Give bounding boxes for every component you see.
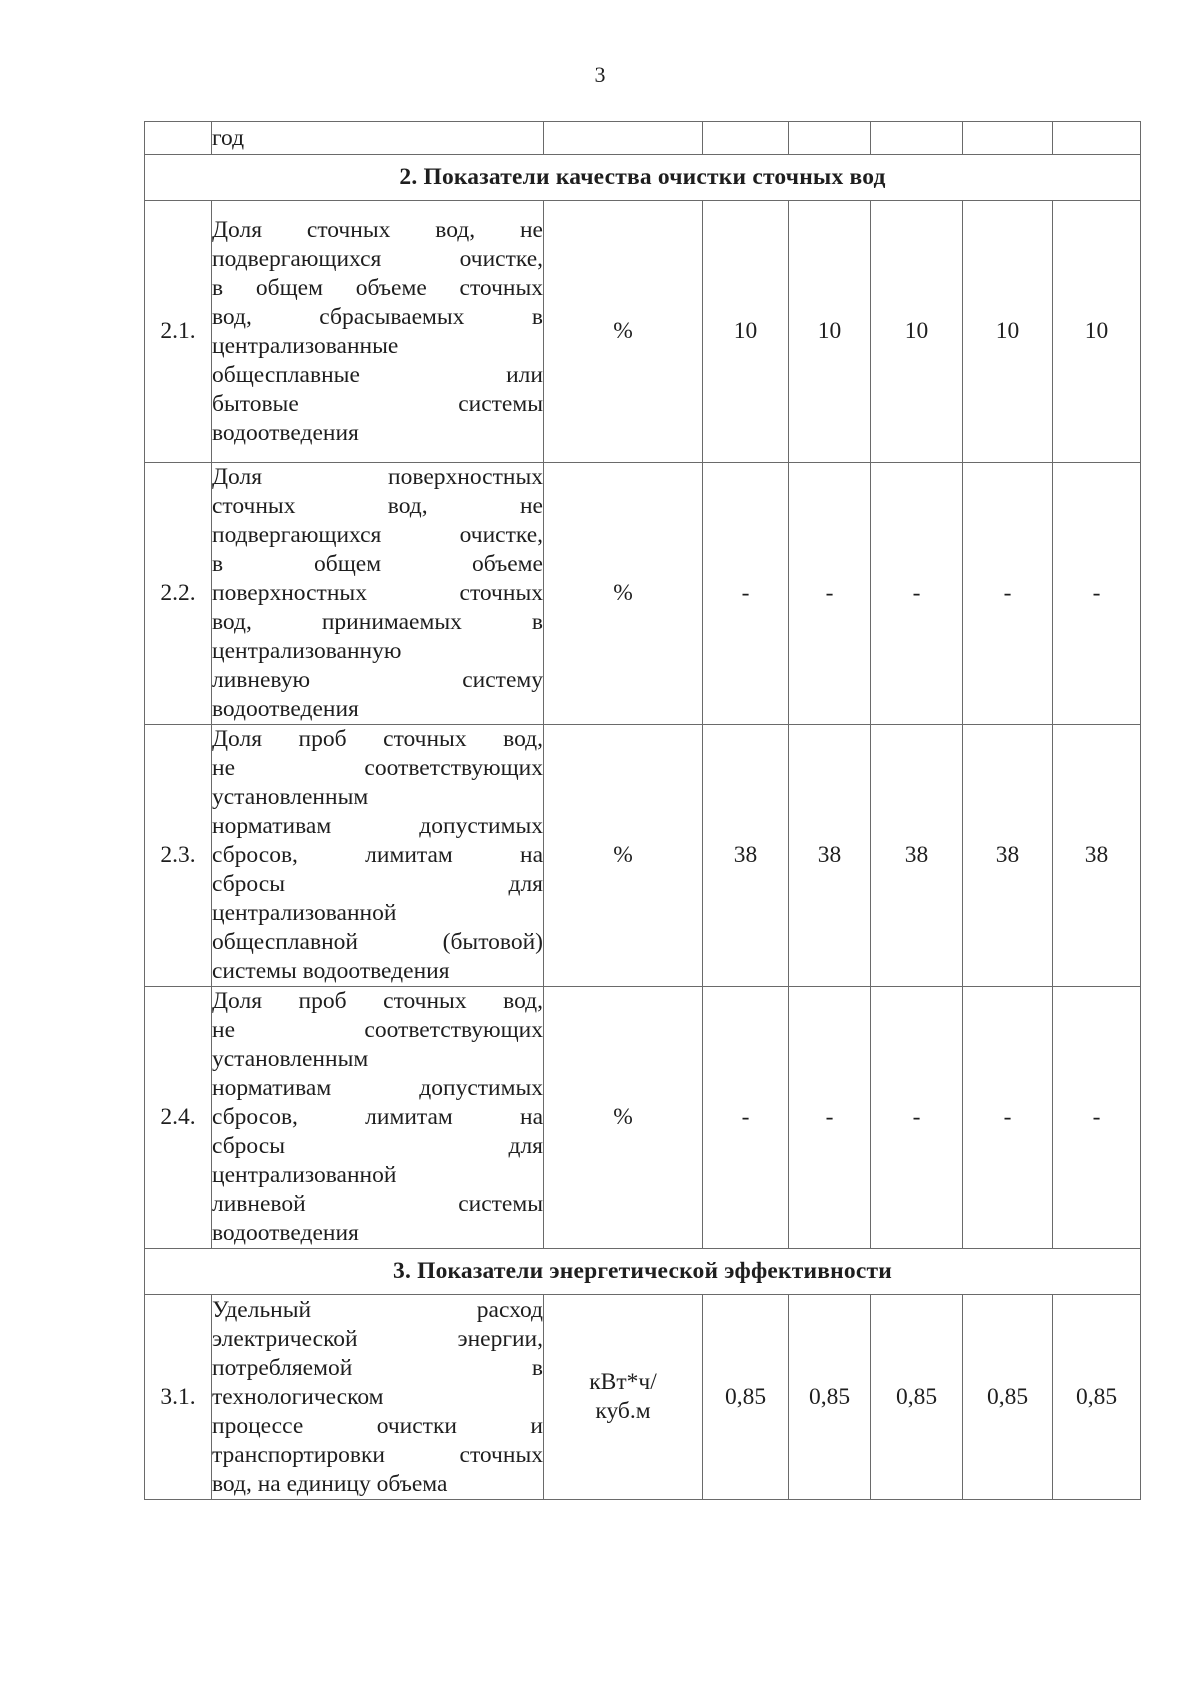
row-value: - (789, 463, 871, 725)
row-value: 0,85 (789, 1295, 871, 1500)
row-value: - (963, 987, 1053, 1249)
row-value: - (703, 987, 789, 1249)
row-description: Доля проб сточных вод, не соответствующих установленным нормативам допустимых сбросов, лимитам на сбросы для централизованной ливневой системы водоотведения (212, 987, 544, 1249)
row-value (871, 122, 963, 155)
row-unit: % (544, 463, 703, 725)
row-number: 2.1. (145, 201, 212, 463)
row-unit (544, 122, 703, 155)
row-value: - (871, 987, 963, 1249)
page-number: 3 (594, 62, 606, 87)
row-number: 2.4. (145, 987, 212, 1249)
row-value: 10 (789, 201, 871, 463)
row-value: 10 (703, 201, 789, 463)
row-value (703, 122, 789, 155)
section-header-row (145, 155, 1141, 201)
row-unit: % (544, 987, 703, 1249)
row-unit: % (544, 725, 703, 987)
section-header-row (145, 1249, 1141, 1295)
table-row (145, 201, 1141, 463)
row-value: 38 (703, 725, 789, 987)
table-row (145, 725, 1141, 987)
row-description: Доля поверхностных сточных вод, не подвергающихся очистке, в общем объеме поверхностных сточных вод, принимаемых в централизованную ливневую систему водоотведения (212, 463, 544, 725)
table-row (145, 1295, 1141, 1500)
row-value: 0,85 (963, 1295, 1053, 1500)
row-value: 0,85 (703, 1295, 789, 1500)
row-value (1053, 122, 1141, 155)
row-value: 0,85 (871, 1295, 963, 1500)
table-row (145, 122, 1141, 155)
row-number: 2.3. (145, 725, 212, 987)
row-number: 2.2. (145, 463, 212, 725)
table-row (145, 463, 1141, 725)
row-description: Доля сточных вод, не подвергающихся очистке, в общем объеме сточных вод, сбрасываемых в централизованные общесплавные или бытовые системы водоотведения (212, 201, 544, 463)
row-number (145, 122, 212, 155)
row-value: 10 (1053, 201, 1141, 463)
row-value: 38 (789, 725, 871, 987)
row-value: - (1053, 463, 1141, 725)
row-description: Удельный расход электрической энергии, потребляемой в технологическом процессе очистки и транспортировки сточных вод, на единицу объема (212, 1295, 544, 1500)
row-value: - (789, 987, 871, 1249)
row-value (789, 122, 871, 155)
row-value (963, 122, 1053, 155)
indicators-table (144, 121, 1141, 1500)
row-description: Доля проб сточных вод, не соответствующих установленным нормативам допустимых сбросов, лимитам на сбросы для централизованной общесплавной (бытовой) системы водоотведения (212, 725, 544, 987)
row-value: 0,85 (1053, 1295, 1141, 1500)
row-unit: % (544, 201, 703, 463)
row-value: 10 (963, 201, 1053, 463)
row-value: - (963, 463, 1053, 725)
section-title: 2. Показатели качества очистки сточных вод (145, 155, 1141, 201)
row-value: 38 (963, 725, 1053, 987)
row-value: 38 (871, 725, 963, 987)
row-value: 10 (871, 201, 963, 463)
row-value: 38 (1053, 725, 1141, 987)
row-unit: кВт*ч/ куб.м (544, 1295, 703, 1500)
row-value: - (1053, 987, 1141, 1249)
row-value: - (871, 463, 963, 725)
row-number: 3.1. (145, 1295, 212, 1500)
row-description: год (212, 122, 544, 155)
row-value: - (703, 463, 789, 725)
table-row (145, 987, 1141, 1249)
section-title: 3. Показатели энергетической эффективности (145, 1249, 1141, 1295)
